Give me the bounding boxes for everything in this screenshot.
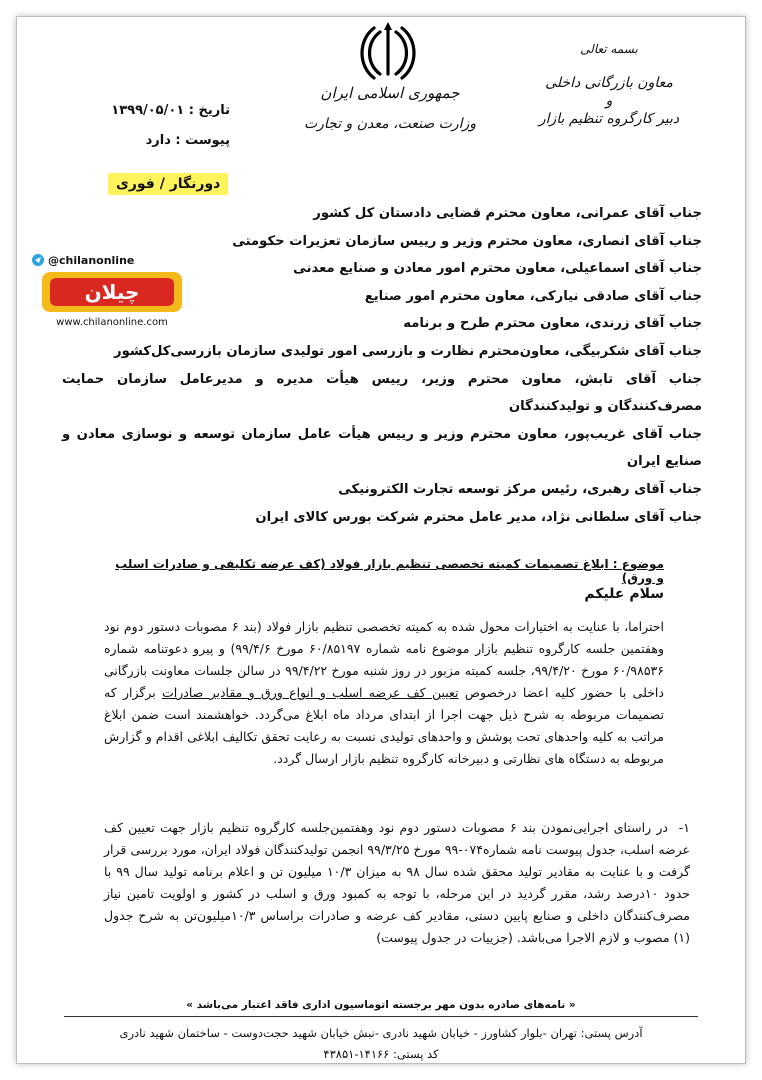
addressee-6: جناب آقای شکربیگی، معاون‌محترم نظارت و بازرسی امور تولیدی سازمان بازرسی‌کل‌کشور: [114, 343, 702, 359]
urgent-tag: دورنگار / فوری: [108, 173, 228, 195]
addressee-list: [62, 200, 702, 531]
addressee-10: جناب آقای سلطانی نژاد، مدیر عامل محترم شرکت بورس کالای ایران: [255, 509, 702, 525]
letter-date: تاریخ : ۱۳۹۹/۰۵/۰۱: [111, 103, 230, 118]
issuer-line-3: دبیر کارگروه تنظیم بازار: [538, 111, 680, 127]
addressee-8: جناب آقای غریب‌پور، معاون محترم وزیر و رییس هیأت عامل سازمان توسعه و نوسازی معادن و صنایع ایران: [62, 426, 702, 470]
postal-address: آدرس پستی: تهران -بلوار کشاورز - خیابان شهید نادری -نبش خیابان شهید حجت‌دوست - ساختمان شهید نادری: [119, 1026, 643, 1040]
addressee-7: جناب آقای تابش، معاون محترم وزیر، رییس هیأت مدیره و مدیرعامل سازمان حمایت مصرف‌کنندگان و تولیدکنندگان: [62, 371, 702, 415]
issuer-block: [514, 42, 704, 128]
body-paragraph: [104, 616, 664, 770]
body-text-end: برگزار که تصمیمات مربوطه به شرح ذیل جهت اجرا از ابتدای مرداد ماه ابلاغ می‌گردد. خواهشمند است ضمن ابلاغ مراتب به کلیه واحدهای تحت پوشش و واحدهای تولیدی نسبت به رعایت تحقق تکالیف ابلاغی اقدام و گزارش مربوطه به دستگاه های نظارتی و دبیرخانه کارگروه تنظیم بازار ارسال گردد.: [104, 685, 664, 766]
iran-emblem-icon: [356, 20, 420, 82]
postal-code: کد پستی: ۱۴۱۶۶-۴۳۸۵۱: [323, 1047, 439, 1061]
issuer-line-2: و: [605, 93, 613, 109]
letter-meta: [70, 96, 230, 156]
addressee-2: جناب آقای انصاری، معاون محترم وزیر و رییس سازمان تعزیرات حکومتی: [232, 233, 702, 249]
letter-attachment: پیوست : دارد: [145, 133, 230, 148]
watermark-logo-text: چیلان: [84, 280, 140, 304]
issuer-line-1: معاون بازرگانی داخلی: [545, 75, 673, 91]
ministry-block: [300, 84, 480, 132]
letter-subject: موضوع : ابلاغ تصمیمات کمیته تخصصی تنظیم بازار فولاد (کف عرضه تکلیفی و صادرات اسلب و ورق): [115, 557, 664, 585]
footer-divider: [64, 1016, 698, 1017]
item-text: در راستای اجرایی‌نمودن بند ۶ مصوبات دستور دوم نود وهفتمین‌جلسه کارگروه تنظیم بازار جهت تعیین کف عرضه اسلب، جدول پیوست نامه شماره۰۷۴-۹۹ مورخ ۹۹/۳/۲۵ انجمن تولیدکنندگان فولاد ایران، مورد بررسی قرار گرفت و با عنایت به مقادیر تولید محقق شده سال ۹۸ به میزان ۱۰/۳ میلیون تن و اعلام برنامه تولید سال ۹۹ با حدود ۱۰درصد رشد، مقرر گردید در این مرحله، با توجه به کمبود ورق و اسلب در کشور و اولویت تامین نیاز مصرف‌کنندگان داخلی و صنایع پایین دستی، مقادیر کف عرضه و صادرات براساس ۱۰/۳میلیون‌تن به شرح جدول (۱) مصوب و لازم الاجرا می‌باشد. (جزییات در جدول پیوست): [104, 820, 691, 945]
addressee-5: جناب آقای زرندی، معاون محترم طرح و برنامه: [403, 316, 702, 332]
basmala: بسمه تعالی: [580, 42, 638, 56]
watermark-site: www.chilanonline.com: [56, 317, 168, 328]
addressee-9: جناب آقای رهبری، رئیس مرکز توسعه تجارت الکترونیکی: [338, 481, 702, 497]
footer-address-block: [0, 1023, 762, 1065]
validity-notice: « نامه‌های صادره بدون مهر برجسته اتوماسیون اداری فاقد اعتبار می‌باشد »: [186, 999, 576, 1011]
body-text-underlined: تعیین کف عرضه اسلب و انواع ورق و مقادیر صادرات: [162, 685, 459, 700]
republic-name: جمهوری اسلامی ایران: [320, 84, 460, 102]
addressee-1: جناب آقای عمرانی، معاون محترم قضایی دادستان کل کشور: [313, 206, 702, 221]
decision-item-1: [104, 817, 690, 949]
addressee-3: جناب آقای اسماعیلی، معاون محترم امور معادن و صنایع معدنی: [293, 261, 702, 277]
addressee-4: جناب آقای صادقی نیارکی، معاون محترم امور صنایع: [364, 288, 702, 304]
body-text-start: احتراما، با عنایت به اختیارات محول شده به کمیته تخصصی تنظیم بازار فولاد (بند ۶ مصوبات دستور دوم نود وهفتمین جلسه کارگروه تنظیم بازار موضوع نامه شماره ۶۰/۸۵۱۹۷ مورخ ۹۹/۴/۶) و پیرو دعوتنامه شماره ۶۰/۹۸۵۳۶ مورخ ۹۹/۴/۲۰، جلسه کمیته مزبور در روز شنبه مورخ ۹۹/۴/۲۲ در سالن جلسات معاونت بازرگانی داخلی با حضور کلیه اعضا درخصوص: [104, 619, 665, 700]
item-number: ۱-: [678, 820, 690, 835]
watermark-handle: @chilanonline: [48, 254, 135, 267]
ministry-name: وزارت صنعت، معدن و تجارت: [303, 116, 477, 132]
greeting: سلام علیکم: [584, 586, 664, 602]
